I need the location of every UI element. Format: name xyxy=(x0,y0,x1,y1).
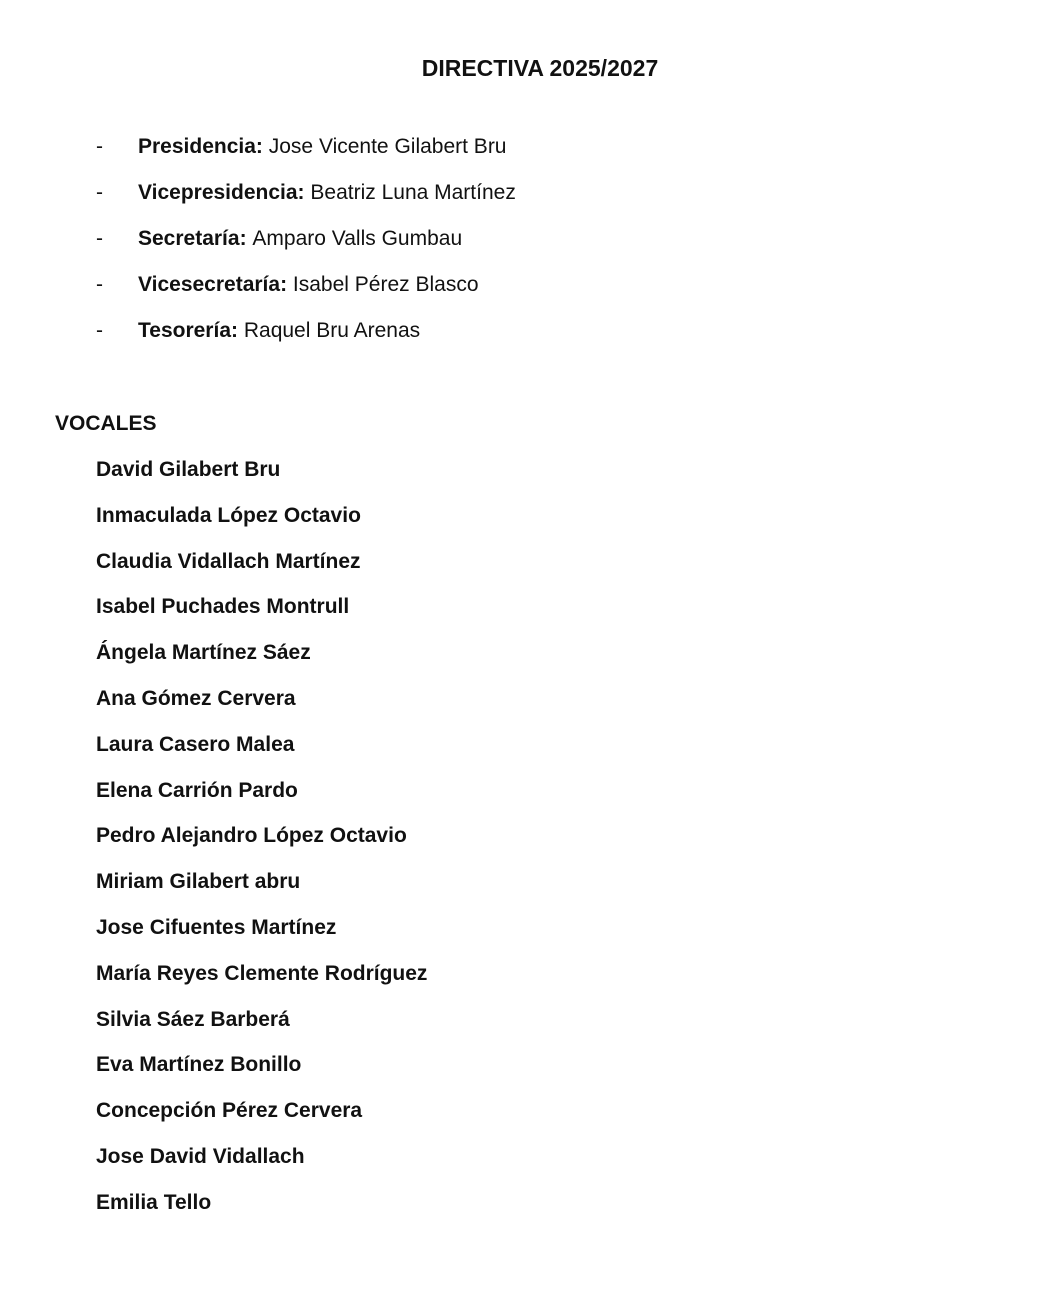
bullet-dash: - xyxy=(96,181,103,204)
vocal-item: Isabel Puchades Montrull xyxy=(96,595,350,619)
role-label: Tesorería: xyxy=(138,319,238,342)
role-label: Secretaría: xyxy=(138,227,247,250)
role-item-vicepresidencia xyxy=(96,179,516,225)
vocal-item: David Gilabert Bru xyxy=(96,458,281,481)
roles-list xyxy=(96,133,516,363)
role-label: Presidencia: xyxy=(138,135,263,158)
role-item-vicesecretaria xyxy=(96,271,516,317)
vocal-item: Jose David Vidallach xyxy=(96,1144,305,1168)
role-name: Jose Vicente Gilabert Bru xyxy=(268,135,507,158)
bullet-dash: - xyxy=(96,319,103,342)
page-title: DIRECTIVA 2025/2027 xyxy=(421,55,659,81)
vocal-item: Pedro Alejandro López Octavio xyxy=(96,824,407,848)
role-item-secretaria xyxy=(96,225,516,271)
vocal-item: Silvia Sáez Barberá xyxy=(96,1007,290,1031)
role-name: Amparo Valls Gumbau xyxy=(252,227,463,250)
vocal-item: Inmaculada López Octavio xyxy=(96,503,361,527)
bullet-dash: - xyxy=(96,227,103,250)
vocal-item: Miriam Gilabert abru xyxy=(96,870,301,894)
vocal-item: Claudia Vidallach Martínez xyxy=(96,549,361,573)
vocal-item: Jose Cifuentes Martínez xyxy=(96,915,337,939)
role-label: Vicesecretaría: xyxy=(138,273,288,296)
vocal-item: Laura Casero Malea xyxy=(96,732,295,756)
vocal-item: Ángela Martínez Sáez xyxy=(96,641,311,665)
vocal-item: María Reyes Clemente Rodríguez xyxy=(96,961,428,985)
role-name: Raquel Bru Arenas xyxy=(243,319,421,342)
role-label: Vicepresidencia: xyxy=(138,181,305,204)
bullet-dash: - xyxy=(96,135,103,158)
vocal-item: Elena Carrión Pardo xyxy=(96,778,298,802)
vocales-heading: VOCALES xyxy=(55,412,157,435)
vocal-item: Ana Gómez Cervera xyxy=(96,686,296,710)
bullet-dash: - xyxy=(96,273,103,296)
vocal-item: Concepción Pérez Cervera xyxy=(96,1099,363,1123)
role-name: Beatriz Luna Martínez xyxy=(310,181,516,204)
role-item-presidencia xyxy=(96,133,516,179)
vocal-item: Emilia Tello xyxy=(96,1190,212,1214)
vocal-item: Eva Martínez Bonillo xyxy=(96,1053,302,1077)
role-name: Isabel Pérez Blasco xyxy=(292,273,479,296)
role-item-tesoreria xyxy=(96,317,516,363)
vocales-list xyxy=(96,456,427,1235)
